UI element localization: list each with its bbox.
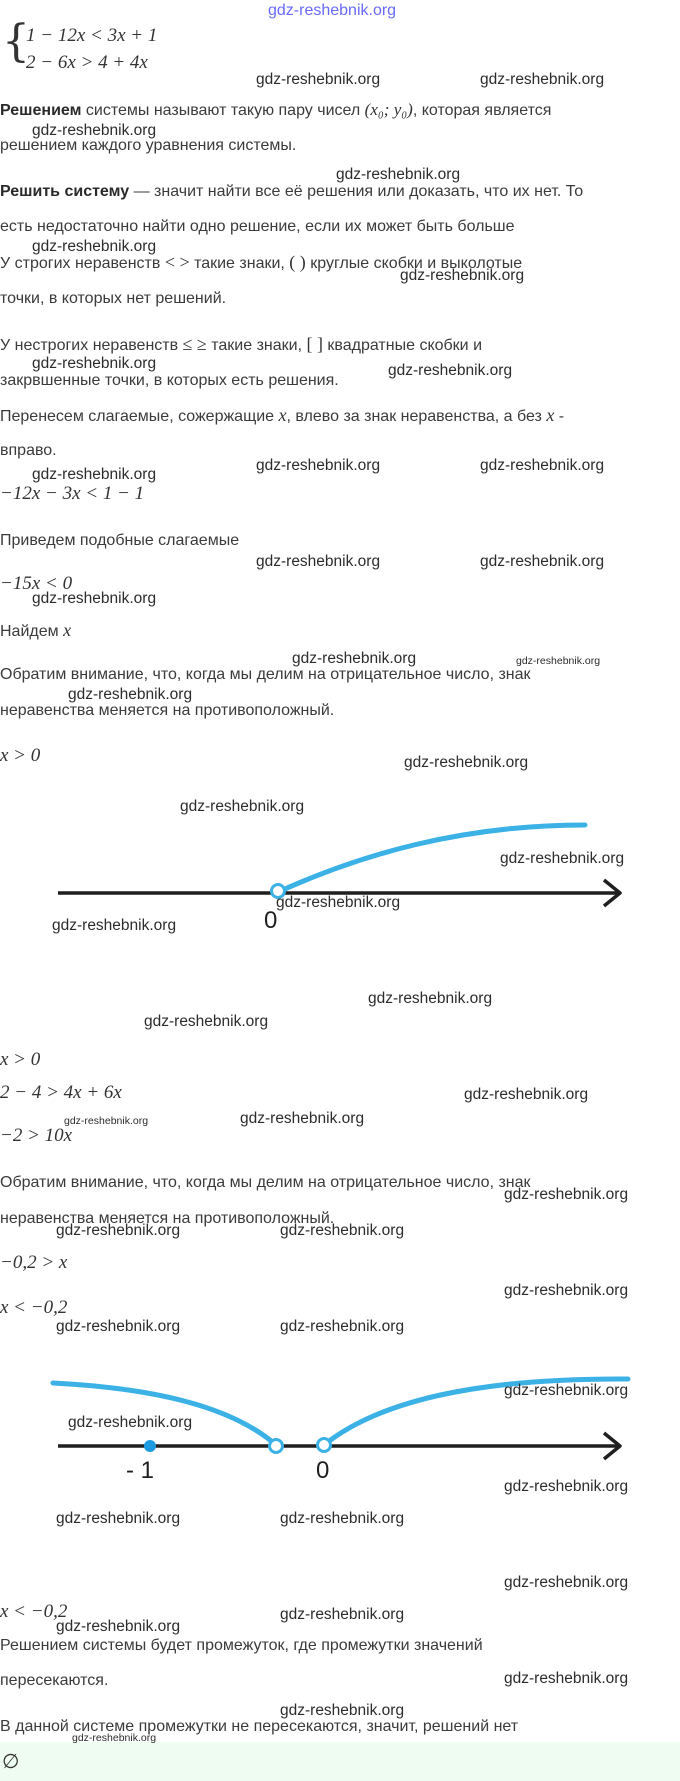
equation-1: −12x − 3x < 1 − 1 [0, 483, 145, 504]
closed-point-neg1 [144, 1440, 156, 1452]
watermark[interactable]: gdz-reshebnik.org [32, 122, 157, 139]
paragraph-note-2: Обратим внимание, что, когда мы делим на отрицательное число, знак [0, 1174, 531, 1191]
tick-label-neg1: - 1 [126, 1457, 155, 1484]
answer-box [0, 1742, 680, 1781]
watermark[interactable]: gdz-reshebnik.org [32, 355, 157, 372]
watermark[interactable]: gdz-reshebnik.org [64, 1115, 149, 1127]
watermark[interactable]: gdz-reshebnik.org [388, 362, 513, 379]
paragraph-move-terms-line2: вправо. [0, 442, 57, 459]
watermark[interactable]: gdz-reshebnik.org [32, 466, 157, 483]
watermark[interactable]: gdz-reshebnik.org [256, 71, 381, 88]
equation-3: x > 0 [0, 745, 41, 766]
paragraph-result-line2: пересекаются. [0, 1672, 109, 1689]
paragraph-solution-definition-line2: решением каждого уравнения системы. [0, 137, 297, 154]
paragraph-nonstrict-line2: закрвшенные точки, в которых есть решения. [0, 372, 339, 389]
watermark[interactable]: gdz-reshebnik.org [404, 754, 529, 771]
paragraph-strict: У строгих неравенств < > такие знаки, ( ) круглые скобки и выколотые [0, 252, 523, 272]
watermark[interactable]: gdz-reshebnik.org [480, 71, 605, 88]
watermark[interactable]: gdz-reshebnik.org [56, 1222, 181, 1239]
system-brace: { [2, 16, 30, 67]
answer-empty-set: ∅ [2, 1751, 20, 1773]
paragraph-note-2-line2: неравенства меняется на противоположный. [0, 1210, 335, 1227]
watermark[interactable]: gdz-reshebnik.org [464, 1086, 589, 1103]
term-solution: Решением [0, 102, 82, 119]
paragraph-note-1-line2: неравенства меняется на противоположный. [0, 702, 335, 719]
watermark[interactable]: gdz-reshebnik.org [504, 1574, 629, 1591]
equation-8: x < −0,2 [0, 1297, 68, 1318]
watermark[interactable]: gdz-reshebnik.org [504, 1186, 629, 1203]
watermark[interactable]: gdz-reshebnik.org [516, 655, 601, 667]
watermark[interactable]: gdz-reshebnik.org [480, 553, 605, 570]
watermark[interactable]: gdz-reshebnik.org [480, 457, 605, 474]
watermark[interactable]: gdz-reshebnik.org [368, 990, 493, 1007]
paragraph-strict-line2: точки, в которых нет решений. [0, 290, 227, 307]
paragraph-find-x: Найдем x [0, 620, 72, 640]
watermark[interactable]: gdz-reshebnik.org [32, 590, 157, 607]
paragraph-solution-definition: Решением системы называют такую пару чисел (x₀; y₀), которая является [0, 100, 552, 119]
system-row-1: 1 − 12x < 3x + 1 [26, 25, 158, 46]
watermark[interactable]: gdz-reshebnik.org [68, 1414, 193, 1431]
watermark[interactable]: gdz-reshebnik.org [280, 1702, 405, 1719]
watermark[interactable]: gdz-reshebnik.org [504, 1478, 629, 1495]
watermark[interactable]: gdz-reshebnik.org [276, 894, 401, 911]
paragraph-final: В данной системе промежутки не пересекаются, значит, решений нет [0, 1718, 519, 1735]
watermark[interactable]: gdz-reshebnik.org [68, 686, 193, 703]
open-point-neg02 [270, 1440, 283, 1453]
equation-7: −0,2 > x [0, 1252, 68, 1273]
paragraph-solve-system: Решить систему — значит найти все её решения или доказать, что их нет. То [0, 183, 584, 200]
tick-label-zero: 0 [316, 1457, 330, 1484]
watermark[interactable]: gdz-reshebnik.org [280, 1510, 405, 1527]
equation-5: 2 − 4 > 4x + 6x [0, 1082, 122, 1103]
watermark[interactable]: gdz-reshebnik.org [336, 166, 461, 183]
watermark[interactable]: gdz-reshebnik.org [144, 1013, 269, 1030]
watermark[interactable]: gdz-reshebnik.org [268, 2, 397, 19]
paragraph-note-1: Обратим внимание, что, когда мы делим на отрицательное число, знак [0, 666, 531, 683]
watermark[interactable]: gdz-reshebnik.org [504, 1670, 629, 1687]
watermark[interactable]: gdz-reshebnik.org [400, 267, 525, 284]
watermark[interactable]: gdz-reshebnik.org [504, 1282, 629, 1299]
paragraph-nonstrict: У нестрогих неравенств ≤ ≥ такие знаки, [ ] квадратные скобки и [0, 334, 482, 354]
system-row-2: 2 − 6x > 4 + 4x [26, 52, 148, 73]
watermark[interactable]: gdz-reshebnik.org [32, 238, 157, 255]
watermark[interactable]: gdz-reshebnik.org [72, 1732, 157, 1744]
equation-6: −2 > 10x [0, 1125, 73, 1146]
watermark[interactable]: gdz-reshebnik.org [280, 1222, 405, 1239]
watermark[interactable]: gdz-reshebnik.org [292, 650, 417, 667]
paragraph-similar-terms: Приведем подобные слагаемые [0, 532, 240, 549]
watermark[interactable]: gdz-reshebnik.org [280, 1606, 405, 1623]
term-solve-system: Решить систему [0, 183, 130, 200]
equation-4: x > 0 [0, 1049, 41, 1070]
tick-label-zero: 0 [264, 907, 278, 934]
watermark[interactable]: gdz-reshebnik.org [280, 1318, 405, 1335]
watermark[interactable]: gdz-reshebnik.org [256, 553, 381, 570]
equation-2: −15x < 0 [0, 573, 73, 594]
watermark[interactable]: gdz-reshebnik.org [500, 850, 625, 867]
paragraph-solve-system-line2: есть недостаточно найти одно решение, если их может быть больше [0, 218, 515, 235]
watermark[interactable]: gdz-reshebnik.org [56, 1318, 181, 1335]
watermark[interactable]: gdz-reshebnik.org [56, 1510, 181, 1527]
open-point-zero [318, 1439, 331, 1452]
watermark[interactable]: gdz-reshebnik.org [56, 1618, 181, 1635]
watermark[interactable]: gdz-reshebnik.org [504, 1382, 629, 1399]
watermark[interactable]: gdz-reshebnik.org [180, 798, 305, 815]
equation-9: x < −0,2 [0, 1601, 68, 1622]
paragraph-result: Решением системы будет промежуток, где промежутки значений [0, 1637, 483, 1654]
paragraph-move-terms: Перенесем слагаемые, сожержащие x, влево за знак неравенства, а без x - [0, 405, 565, 425]
watermark[interactable]: gdz-reshebnik.org [52, 917, 177, 934]
watermark[interactable]: gdz-reshebnik.org [240, 1110, 365, 1127]
watermark[interactable]: gdz-reshebnik.org [256, 457, 381, 474]
